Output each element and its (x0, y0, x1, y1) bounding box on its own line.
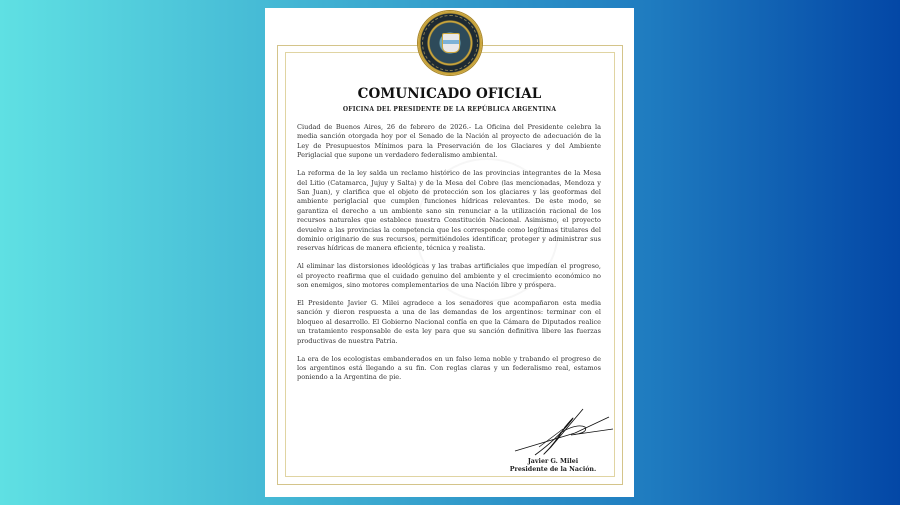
document-title: COMUNICADO OFICIAL (357, 86, 542, 102)
paragraph: La reforma de la ley salda un reclamo histórico de las provincias integrantes de la Mesa del Litio (Catamarca, Jujuy y Salta) y de la Mesa del Cobre (las mencionadas, Mendoza y San Juan), y clarifica que el objeto de protección son los glaciares y las geoformas del ambiente periglacial que cumplen funciones hídricas relevantes. De este modo, se garantiza el derecho a un ambiente sano sin renunciar a la utilización racional de los recursos naturales que establece nuestra Constitución Nacional. Asimismo, el proyecto devuelve a las provincias la competencia que les corresponde como legítimas titulares del dominio originario de sus recursos, permitiéndoles identificar, proteger y administrar sus reservas hídricas de manera eficiente, técnica y realista. (297, 169, 601, 253)
signature-icon (505, 403, 615, 463)
signatory-name: Javier G. Milei (527, 458, 579, 465)
paragraph: La era de los ecologistas embanderados en un falso lema noble y trabando el progreso de los argentinos está llegando a su fin. Con reglas claras y un federalismo real, estamos poniendo a la Argentina de pie. (297, 354, 601, 382)
document-subtitle: OFICINA DEL PRESIDENTE DE LA REPÚBLICA ARGENTINA (342, 106, 557, 113)
document-body (297, 123, 601, 391)
official-seal-icon (418, 11, 482, 75)
signatory-role: Presidente de la Nación. (509, 466, 597, 473)
paragraph: Al eliminar las distorsiones ideológicas y las trabas artificiales que impedían el progreso, el proyecto reafirma que el cuidado genuino del ambiente y el crecimiento económico no son enemigos, sino motores complementarios de una Nación libre y próspera. (297, 262, 601, 290)
document-page (265, 8, 634, 497)
paragraph: Ciudad de Buenos Aires, 26 de febrero de 2026.- La Oficina del Presidente celebra la media sanción otorgada hoy por el Senado de la Nación al proyecto de adecuación de la Ley de Presupuestos Mínimos para la Preservación de los Glaciares y del Ambiente Periglacial que supone un verdadero federalismo ambiental. (297, 123, 601, 160)
signature-block (493, 458, 613, 474)
paragraph: El Presidente Javier G. Milei agradece a los senadores que acompañaron esta media sanción y dieron respuesta a una de las demandas de los argentinos: terminar con el bloqueo al desarrollo. El Gobierno Nacional confía en que la Cámara de Diputados realice un tratamiento responsable de esta ley para que su sanción definitiva libere las fuerzas productivas de nuestra Patria. (297, 299, 601, 345)
shield-emblem-icon (442, 33, 460, 53)
